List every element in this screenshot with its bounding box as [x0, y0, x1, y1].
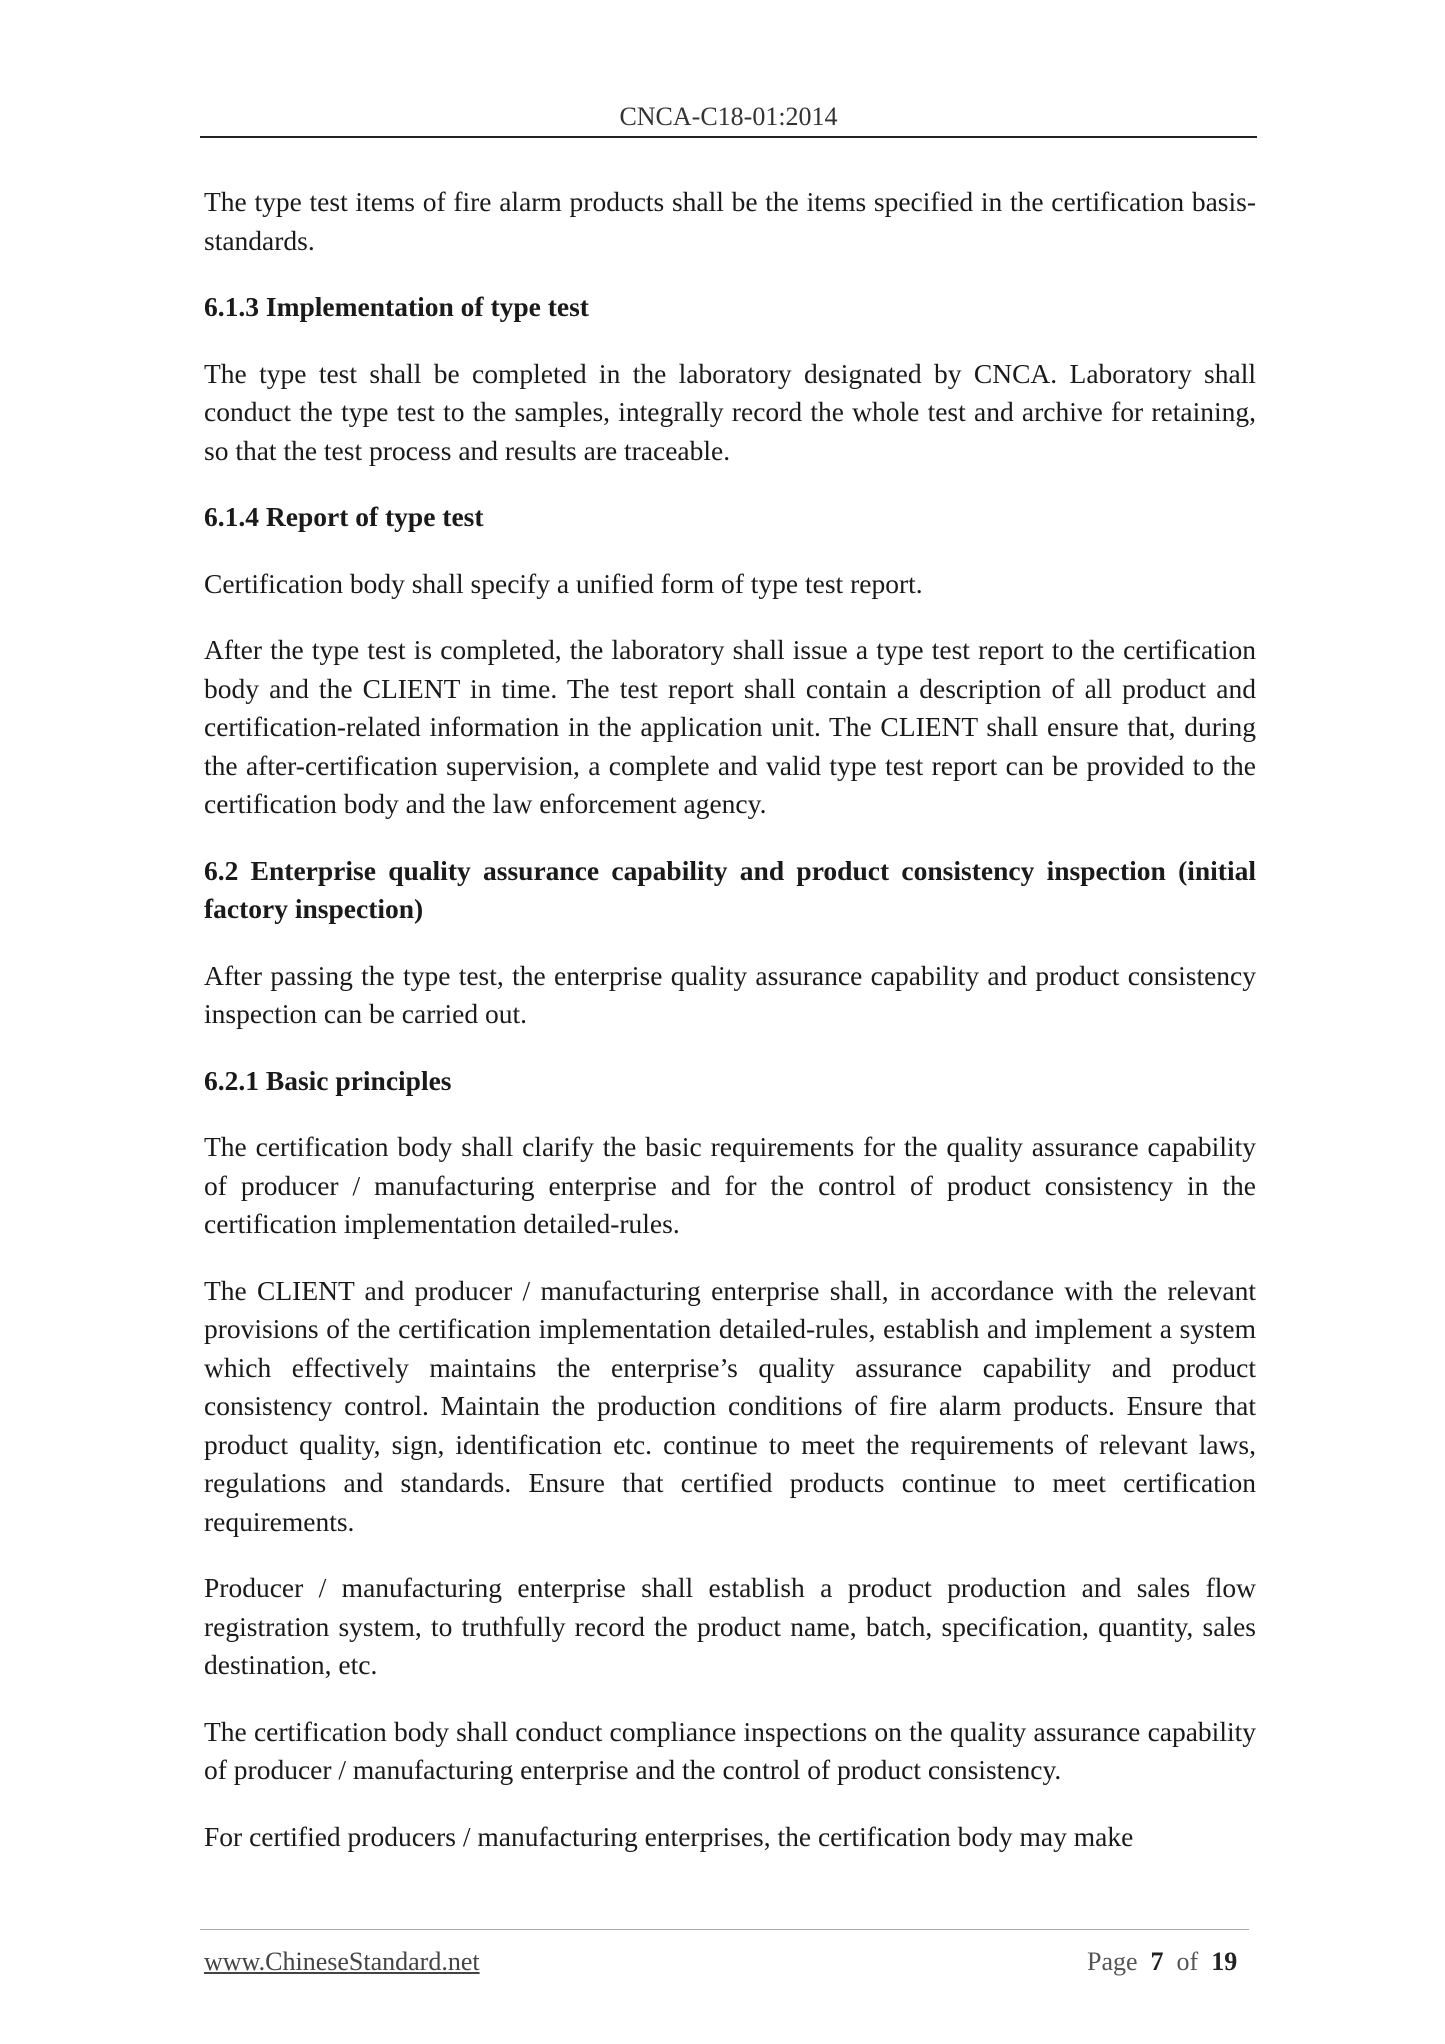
paragraph: After passing the type test, the enterprise quality assurance capability and product consistency inspection can be carried out. — [204, 959, 1256, 1029]
page-total: 19 — [1211, 1947, 1238, 1976]
paragraph: The certification body shall conduct compliance inspections on the quality assurance capability of producer / manufacturing enterprise and the control of product consistency. — [204, 1715, 1256, 1785]
footer-rule — [200, 1929, 1249, 1930]
page-word: Page — [1087, 1947, 1138, 1976]
paragraph: The type test items of fire alarm products shall be the items specified in the certification basis-standards. — [204, 186, 1256, 256]
page-body — [204, 183, 1256, 1884]
running-header: CNCA-C18-01:2014 — [619, 102, 838, 131]
page-current: 7 — [1150, 1947, 1164, 1976]
section-heading: 6.1.3 Implementation of type test — [204, 291, 589, 322]
paragraph: The CLIENT and producer / manufacturing enterprise shall, in accordance with the relevant provisions of the certification implementation detailed-rules, establish and implement a system which effectively maintains the enterprise’s quality assurance capability and product consistency control. Maintain the production conditions of fire alarm products. Ensure that product quality, sign, identification etc. continue to meet the requirements of relevant laws, regulations and standards. Ensure that certified products continue to meet certification requirements. — [204, 1274, 1256, 1537]
section-heading: 6.1.4 Report of type test — [204, 501, 484, 532]
paragraph: The type test shall be completed in the laboratory designated by CNCA. Laboratory shall conduct the type test to the samples, integrally record the whole test and archive for retaining, so that the test process and results are traceable. — [204, 357, 1256, 466]
paragraph: After the type test is completed, the laboratory shall issue a type test report to the certification body and the CLIENT in time. The test report shall contain a description of all product and certification-related information in the application unit. The CLIENT shall ensure that, during the after-certification supervision, a complete and valid type test report can be provided to the certification body and the law enforcement agency. — [204, 634, 1256, 819]
section-heading: 6.2 Enterprise quality assurance capability and product consistency inspection (initial factory inspection) — [204, 854, 1256, 924]
paragraph: The certification body shall clarify the basic requirements for the quality assurance capability of producer / manufacturing enterprise and for the control of product consistency in the certification implementation detailed-rules. — [204, 1131, 1256, 1239]
website-link[interactable]: www.ChineseStandard.net — [204, 1947, 480, 1976]
page-of: of — [1176, 1947, 1199, 1976]
section-heading: 6.2.1 Basic principles — [204, 1064, 452, 1096]
page-number — [1087, 1947, 1237, 1977]
paragraph: For certified producers / manufacturing enterprises, the certification body may make — [204, 1820, 1134, 1852]
header-rule — [200, 136, 1257, 138]
paragraph: Certification body shall specify a unified form of type test report. — [204, 567, 923, 599]
paragraph: Producer / manufacturing enterprise shall establish a product production and sales flow registration system, to truthfully record the product name, batch, specification, quantity, sales destination, etc. — [204, 1572, 1256, 1680]
